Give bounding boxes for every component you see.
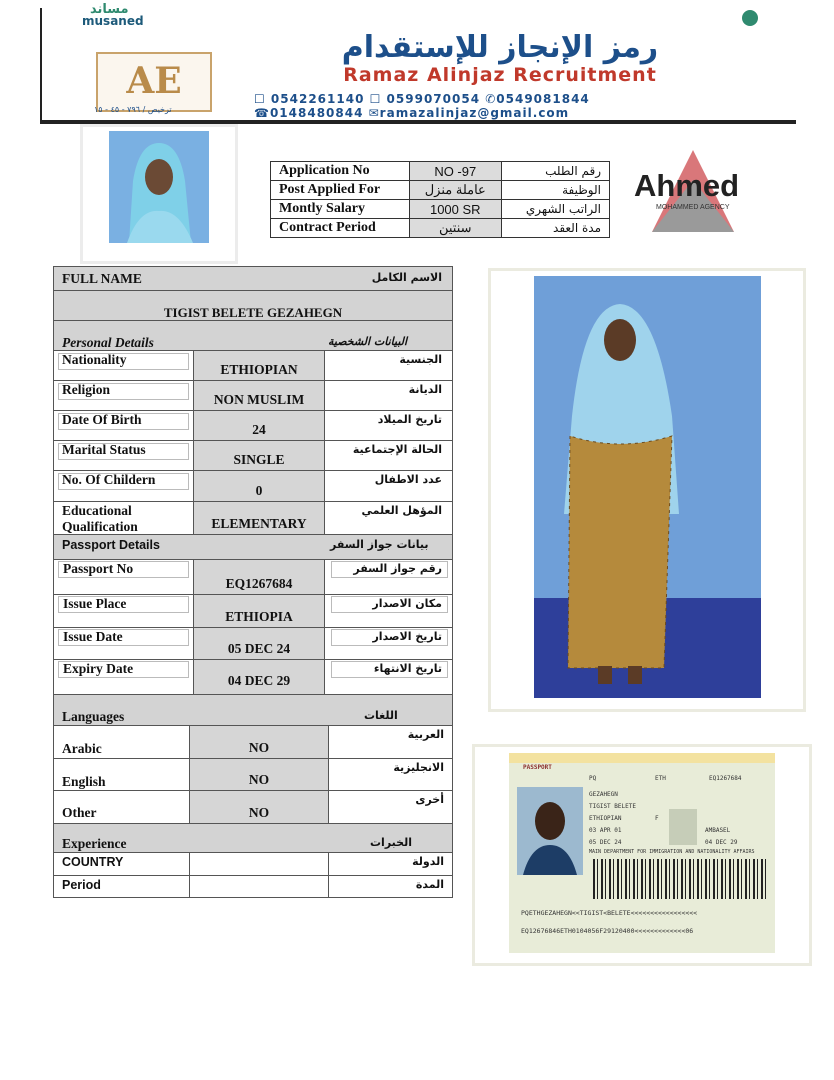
value-cell: [194, 560, 325, 594]
value-cell: [194, 502, 325, 534]
value-cell: [190, 759, 329, 790]
passport-nationality: ETHIOPIAN: [589, 815, 622, 822]
table-row: [53, 726, 453, 759]
label-cell: [54, 411, 194, 440]
arabic-cell: [325, 351, 452, 380]
contact-email: ☎0148480844 ✉ramazalinjaz@gmail.com: [254, 106, 570, 120]
contract-value: سنتين: [409, 219, 501, 238]
label-cell: [54, 628, 194, 659]
issue-date-arabic: تاريخ الاصدار: [372, 630, 442, 643]
passport-code: ETH: [655, 775, 666, 782]
children-value: 0: [255, 483, 263, 498]
issue-date-label: Issue Date: [63, 629, 123, 644]
value-cell: [194, 471, 325, 501]
salary-value: 1000 SR: [409, 200, 501, 219]
musaned-logo-text: musaned: [82, 14, 144, 28]
table-row: [53, 441, 453, 471]
marital-status-label: Marital Status: [62, 442, 146, 457]
label-cell: [54, 853, 190, 875]
arabic-language-arabic: العربية: [407, 728, 444, 741]
value-cell: [194, 441, 325, 470]
label-cell: [54, 876, 190, 897]
passport-mrz-line-1: PQETHGEZAHEGN<<TIGIST<BELETE<<<<<<<<<<<<<<<<<: [521, 909, 698, 917]
value-cell: [194, 660, 325, 694]
value-cell: [194, 351, 325, 380]
passport-surname: GEZAHEGN: [589, 791, 618, 798]
passport-header-strip: [509, 753, 775, 763]
nationality-value: ETHIOPIAN: [220, 362, 298, 377]
experience-period-arabic: المدة: [415, 878, 444, 891]
value-cell: [190, 791, 329, 823]
header-banner: [40, 2, 796, 124]
arabic-cell: [325, 502, 452, 534]
value-cell: [190, 876, 329, 897]
agency-logo: [96, 52, 212, 112]
full-name-row: [53, 291, 453, 321]
label-cell: [54, 726, 190, 758]
passport-details-title: Passport Details: [62, 538, 160, 552]
label-cell: [54, 502, 194, 534]
value-cell: [194, 628, 325, 659]
table-row: [53, 791, 453, 824]
label-cell: [54, 660, 194, 694]
personal-details-title: Personal Details: [62, 335, 154, 350]
passport-no-arabic: رقم جواز السفر: [353, 562, 442, 575]
passport-sex: F: [655, 815, 659, 822]
application-no-label: Application No: [271, 162, 410, 181]
english-language-value: NO: [248, 772, 270, 787]
table-row: [53, 351, 453, 381]
education-value: ELEMENTARY: [211, 516, 307, 531]
arabic-cell: [329, 759, 452, 790]
label-cell: [54, 351, 194, 380]
full-name-label: FULL NAME: [62, 271, 142, 286]
children-label: No. Of Childern: [62, 472, 156, 487]
passport-given-names: TIGIST BELETE: [589, 803, 636, 810]
table-row: [53, 759, 453, 791]
arabic-cell: [325, 381, 452, 410]
nationality-arabic: الجنسية: [399, 353, 442, 366]
post-arabic: الوظيفة: [501, 181, 609, 200]
label-cell: [54, 441, 194, 470]
marital-status-value: SINGLE: [233, 452, 285, 467]
issue-place-value: ETHIOPIA: [225, 609, 293, 624]
value-cell: [194, 595, 325, 627]
agency-subtitle: MOHAMMED AGENCY: [656, 204, 730, 211]
application-row: [271, 181, 610, 200]
religion-arabic: الديانة: [408, 383, 442, 396]
value-cell: [190, 726, 329, 758]
agency-name: Ahmed: [634, 168, 740, 203]
arabic-cell: [325, 471, 452, 501]
issue-place-label: Issue Place: [63, 596, 127, 611]
passport-number: EQ1267684: [709, 775, 742, 782]
contract-arabic: مدة العقد: [501, 219, 609, 238]
arabic-cell: [325, 560, 452, 594]
passport-details-header: [53, 535, 453, 560]
full-body-photo-frame: [488, 268, 806, 712]
passport-mrz-line-2: EQ12676846ETH0104056F29120400<<<<<<<<<<<<<06: [521, 927, 694, 935]
table-row: [53, 660, 453, 695]
other-language-arabic: أخرى: [415, 793, 444, 806]
full-name-arabic: الاسم الكامل: [371, 271, 442, 284]
issue-place-arabic: مكان الاصدار: [372, 597, 442, 610]
dob-value: 24: [252, 422, 266, 437]
table-row: [53, 853, 453, 876]
value-cell: [194, 411, 325, 440]
table-row: [53, 502, 453, 535]
musaned-arabic: مساند: [90, 2, 129, 17]
languages-arabic: اللغات: [364, 709, 398, 722]
table-row: [53, 876, 453, 898]
passport-authority: MAIN DEPARTMENT FOR IMMIGRATION AND NATIONALITY AFFAIRS: [589, 849, 755, 855]
full-body-figure-icon: [534, 276, 761, 698]
table-row: [53, 381, 453, 411]
salary-arabic: الراتب الشهري: [501, 200, 609, 219]
passport-no-value: EQ1267684: [225, 576, 293, 591]
application-row: [271, 219, 610, 238]
application-table: [270, 161, 610, 238]
table-row: [53, 628, 453, 660]
passport-photo: [517, 787, 583, 875]
agency-logo-letters: AE: [126, 60, 182, 102]
dob-arabic: تاريخ الميلاد: [377, 413, 442, 426]
religion-label: Religion: [62, 382, 111, 397]
experience-period-label: Period: [62, 878, 101, 892]
other-language-label: Other: [62, 805, 97, 820]
passport-no-label: Passport No: [63, 561, 134, 576]
application-row: [271, 162, 610, 181]
full-name-value: TIGIST BELETE GEZAHEGN: [163, 305, 343, 320]
post-label: Post Applied For: [271, 181, 410, 200]
experience-title: Experience: [62, 836, 127, 851]
nationality-label: Nationality: [62, 352, 127, 367]
full-name-header: [53, 266, 453, 291]
personal-details-header: [53, 321, 453, 351]
ministry-logo-icon: [742, 10, 758, 26]
passport-scan: [509, 753, 775, 953]
company-title-arabic: رمز الإنجاز للإستقدام: [341, 30, 659, 65]
experience-country-label: COUNTRY: [62, 855, 124, 869]
passport-dob: 03 APR 01: [589, 827, 622, 834]
phone-numbers: ☐ 0542261140 ☐ 0599070054 ✆0549081844: [254, 92, 590, 106]
arabic-cell: [329, 791, 452, 823]
expiry-date-label: Expiry Date: [63, 661, 134, 676]
issue-date-value: 05 DEC 24: [227, 641, 291, 656]
experience-header: [53, 824, 453, 853]
passport-details-arabic: بيانات جواز السفر: [330, 538, 429, 551]
arabic-cell: [329, 876, 452, 897]
label-cell: [54, 791, 190, 823]
license-number: ترخيص / ٧٩٦ - ٤٥ - ١٥: [94, 105, 172, 114]
passport-header-label: PASSPORT: [523, 764, 552, 771]
dob-label: Date Of Birth: [62, 412, 142, 427]
arabic-cell: [325, 660, 452, 694]
full-body-photo: [534, 276, 761, 698]
label-cell: [54, 560, 194, 594]
value-cell: [190, 853, 329, 875]
religion-value: NON MUSLIM: [213, 392, 305, 407]
salary-label: Montly Salary: [271, 200, 410, 219]
application-no-arabic: رقم الطلب: [501, 162, 609, 181]
label-cell: [54, 595, 194, 627]
portrait-figure-icon: [109, 131, 209, 243]
small-photo-frame: [80, 124, 238, 264]
arabic-cell: [325, 595, 452, 627]
passport-expiry: 04 DEC 29: [705, 839, 738, 846]
application-row: [271, 200, 610, 219]
experience-country-arabic: الدولة: [412, 855, 444, 868]
post-value: عاملة منزل: [409, 181, 501, 200]
passport-portrait-icon: [517, 787, 583, 875]
personal-details-arabic: البيانات الشخصية: [328, 335, 408, 348]
children-arabic: عدد الاطفال: [374, 473, 442, 486]
expiry-date-value: 04 DEC 29: [227, 673, 291, 688]
table-row: [53, 560, 453, 595]
label-cell: [54, 471, 194, 501]
application-no-value: NO -97: [409, 162, 501, 181]
education-label: Educational Qualification: [62, 503, 138, 534]
arabic-cell: [325, 441, 452, 470]
experience-arabic: الخبرات: [370, 836, 412, 849]
education-arabic: المؤهل العلمي: [361, 504, 442, 517]
passport-type: PQ: [589, 775, 597, 782]
label-cell: [54, 381, 194, 410]
other-language-value: NO: [248, 805, 270, 820]
table-row: [53, 595, 453, 628]
arabic-language-label: Arabic: [62, 741, 102, 756]
label-cell: [54, 759, 190, 790]
passport-ghost-photo: [669, 809, 697, 845]
arabic-cell: [325, 411, 452, 440]
table-row: [53, 471, 453, 502]
arabic-cell: [325, 628, 452, 659]
portrait-photo: [109, 131, 209, 243]
marital-status-arabic: الحالة الإجتماعية: [352, 443, 442, 456]
english-language-arabic: الانجليزية: [393, 761, 444, 774]
company-title-english: Ramaz Alinjaz Recruitment: [343, 64, 657, 86]
expiry-date-arabic: تاريخ الانتهاء: [373, 662, 442, 675]
passport-barcode: [593, 859, 769, 899]
contract-label: Contract Period: [271, 219, 410, 238]
arabic-cell: [329, 726, 452, 758]
languages-title: Languages: [62, 709, 125, 724]
arabic-cell: [329, 853, 452, 875]
passport-issue: 05 DEC 24: [589, 839, 622, 846]
languages-header: [53, 695, 453, 726]
passport-place: AMBASEL: [705, 827, 731, 834]
arabic-language-value: NO: [248, 740, 270, 755]
value-cell: [194, 381, 325, 410]
english-language-label: English: [62, 774, 106, 789]
details-table: [53, 266, 453, 898]
passport-scan-frame: [472, 744, 812, 966]
table-row: [53, 411, 453, 441]
